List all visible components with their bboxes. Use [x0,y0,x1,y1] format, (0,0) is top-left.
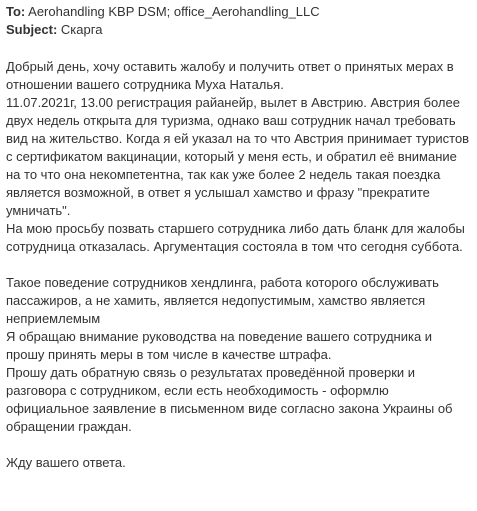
body-line: является возможной, в ответ я услышал хамство и фразу "прекратите [6,185,430,200]
body-line: двух недель открыта для туризма, однако ваш сотрудник начал требовать [6,113,456,128]
body-line: На мою просьбу позвать старшего сотрудника либо дать бланк для жалобы [6,221,465,236]
body-line: Такое поведение сотрудников хендлинга, работа которого обслуживать [6,275,439,290]
body-line: разговора с сотрудником, если есть необходимость - оформлю [6,383,389,398]
body-line: умничать". [6,203,71,218]
paragraph-spacer [6,436,474,454]
paragraph-spacer [6,256,474,274]
body-line: официальное заявление в письменном виде согласно закона Украины об [6,401,453,416]
body-paragraph-2 [6,274,474,436]
body-line: обращении граждан. [6,419,132,434]
body-line: пассажиров, а не хамить, является недопустимым, хамство является [6,293,426,308]
body-line: Добрый день, хочу оставить жалобу и получить ответ о принятых мерах в [6,59,454,74]
to-row [6,3,474,21]
body-line: 11.07.2021г, 13.00 регистрация райанейр, вылет в Австрию. Австрия более [6,95,460,110]
body-paragraph-1 [6,58,474,256]
body-line: прошу принять меры в том числе в качестве штрафа. [6,347,332,362]
body-line: отношении вашего сотрудника Муха Наталья. [6,77,284,92]
to-label: To: [6,4,26,19]
body-line: Я обращаю внимание руководства на поведение вашего сотрудника и [6,329,433,344]
body-line: на то что она некомпетентна, так как уже более 2 недель такая поездка [6,167,441,182]
subject-value: Скарга [60,22,103,37]
subject-label: Subject: [6,22,58,37]
email-message [6,3,474,472]
closing-line: Жду вашего ответа. [6,455,126,470]
body-line: неприемлемым [6,311,101,326]
body-line: вид на жительство. Когда я ей указал на то что Австрия принимает туристов [6,131,470,146]
subject-row [6,21,474,39]
body-line: Прошу дать обратную связь о результатах проведённой проверки и [6,365,416,380]
body-line: сотрудница отказалась. Аргументация состояла в том что сегодня суббота. [6,239,463,254]
to-recipients: Aerohandling KBP DSM; office_Aerohandling_LLC [28,4,320,19]
body-line: с сертификатом вакцинации, который у меня есть, и обратил её внимание [6,149,457,164]
email-body [6,58,474,472]
